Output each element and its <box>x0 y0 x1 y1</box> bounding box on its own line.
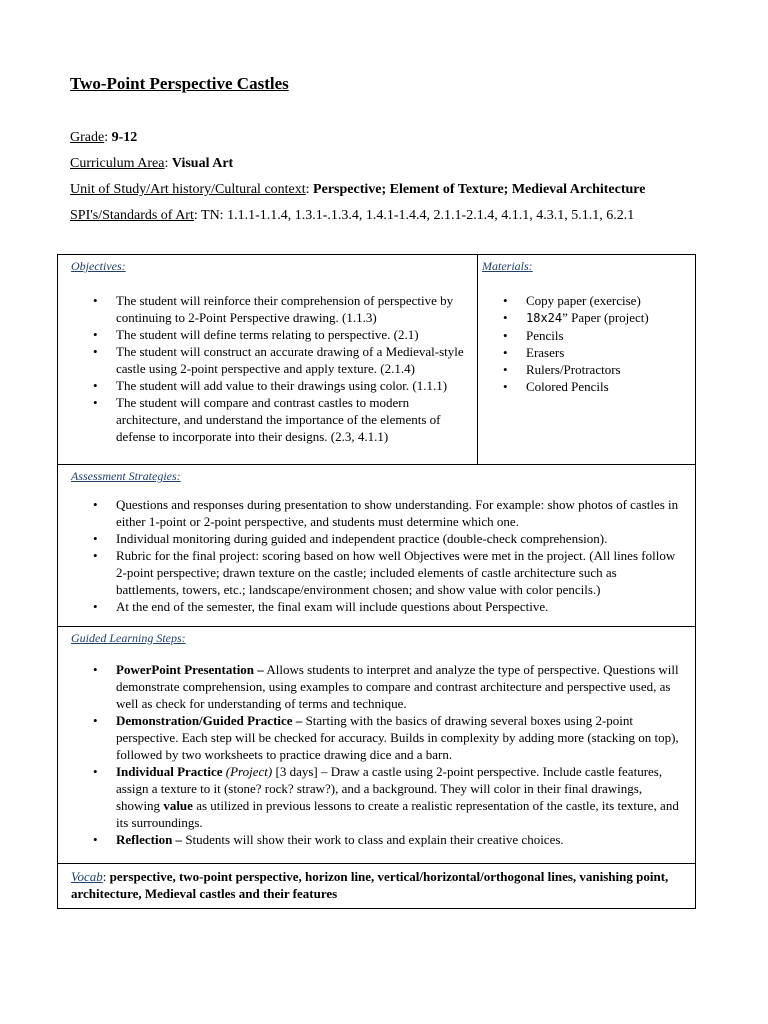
list-item: • The student will add value to their drawings using color. (1.1.1) <box>71 377 471 394</box>
materials-header: Materials: <box>482 259 533 273</box>
objectives-header: Objectives: <box>71 259 126 273</box>
list-item: • Rubric for the final project: scoring based on how well Objectives were met in the project. (All lines follow 2-point perspective; drawn texture on the castle; included elements of castle architecture such as battlements, towers, etc.; landscape/environment chosen; and show value with color pencils.) <box>71 547 681 598</box>
guided-steps-row <box>58 626 695 863</box>
list-item: • The student will construct an accurate drawing of a Medieval-style castle using 2-point perspective and apply texture. (2.1.4) <box>71 343 471 377</box>
list-item: • The student will reinforce their comprehension of perspective by continuing to 2-Point Perspective drawing. (1.1.3) <box>71 292 471 326</box>
list-item: • Questions and responses during presentation to show understanding. For example: show photos of castles in either 1-point or 2-point perspective, and students must determine which one. <box>71 496 681 530</box>
guided-list <box>71 661 681 848</box>
unit-line: Unit of Study/Art history/Cultural context: Perspective; Element of Texture; Medieval Architecture <box>70 182 646 197</box>
list-item: • The student will define terms relating to perspective. (2.1) <box>71 326 471 343</box>
standards-line: SPI's/Standards of Art: TN: 1.1.1-1.1.4, 1.3.1-.1.3.4, 1.4.1-1.4.4, 2.1.1-2.1.4, 4.1.1, 4.3.1, 5.1.1, 6.2.1 <box>70 208 635 223</box>
list-item: • Pencils <box>482 327 682 344</box>
materials-list <box>482 292 682 395</box>
page-title: Two-Point Perspective Castles <box>70 74 289 93</box>
list-item: • The student will compare and contrast castles to modern architecture, and understand the importance of the elements of defense to incorporate into their designs. (2.3, 4.1.1) <box>71 394 471 445</box>
assessment-row <box>58 464 695 626</box>
list-item: • Rulers/Protractors <box>482 361 682 378</box>
assessment-list <box>71 496 681 615</box>
list-item: • Copy paper (exercise) <box>482 292 682 309</box>
vocab-row <box>58 863 695 908</box>
list-item: • Demonstration/Guided Practice – Starting with the basics of drawing several boxes using 2-point perspective. Each step will be checked for accuracy. Builds in complexity by adding more (stacking on top), followed by two worksheets to practice drawing dice and a barn. <box>71 712 681 763</box>
list-item: • Individual Practice (Project) [3 days] – Draw a castle using 2-point perspective. Include castle features, assign a texture to it (stone? rock? straw?), and a background. They will color in their final drawings, showing value as utilized in previous lessons to create a realistic representation of the castle, its texture, and its surroundings. <box>71 763 681 831</box>
unit-label: Unit of Study/Art history/Cultural context <box>70 182 306 197</box>
lesson-table <box>57 254 696 909</box>
grade-value: 9-12 <box>111 130 138 145</box>
objectives-materials-row <box>58 255 695 464</box>
grade-label: Grade <box>70 130 105 145</box>
list-item: • Reflection – Students will show their work to class and explain their creative choices. <box>71 831 681 848</box>
standards-value: TN: 1.1.1-1.1.4, 1.3.1-.1.3.4, 1.4.1-1.4.4, 2.1.1-2.1.4, 4.1.1, 4.3.1, 5.1.1, 6.2.1 <box>201 208 635 223</box>
list-item: • Colored Pencils <box>482 378 682 395</box>
curriculum-value: Visual Art <box>171 156 234 171</box>
standards-label: SPI's/Standards of Art <box>70 208 194 223</box>
guided-header: Guided Learning Steps: <box>71 631 186 645</box>
list-item: • At the end of the semester, the final exam will include questions about Perspective. <box>71 598 681 615</box>
list-item: • PowerPoint Presentation – Allows students to interpret and analyze the type of perspective. Questions will demonstrate comprehension, using examples to compare and contrast architecture and perspective used, as well as check for understanding of terms and technique. <box>71 661 681 712</box>
grade-line: Grade: 9-12 <box>70 130 138 145</box>
materials-cell <box>478 255 695 464</box>
unit-value: Perspective; Element of Texture; Medieval Architecture <box>313 182 646 197</box>
assessment-header: Assessment Strategies: <box>71 469 181 483</box>
curriculum-line: Curriculum Area: Visual Art <box>70 156 234 171</box>
list-item: • Erasers <box>482 344 682 361</box>
objectives-cell <box>58 255 478 464</box>
vocab-label: Vocab <box>71 869 103 884</box>
vocab-terms: perspective, two-point perspective, horizon line, vertical/horizontal/orthogonal lines, vanishing point, architecture, Medieval castles and their features <box>71 869 669 901</box>
vocab-text: Vocab: perspective, two-point perspective, horizon line, vertical/horizontal/orthogonal lines, vanishing point, architecture, Medieval castles and their features <box>71 869 669 901</box>
objectives-list <box>71 292 471 445</box>
list-item: • Individual monitoring during guided and independent practice (double-check comprehension). <box>71 530 681 547</box>
curriculum-label: Curriculum Area <box>70 156 165 171</box>
list-item: • 18x24” Paper (project) <box>482 309 682 327</box>
